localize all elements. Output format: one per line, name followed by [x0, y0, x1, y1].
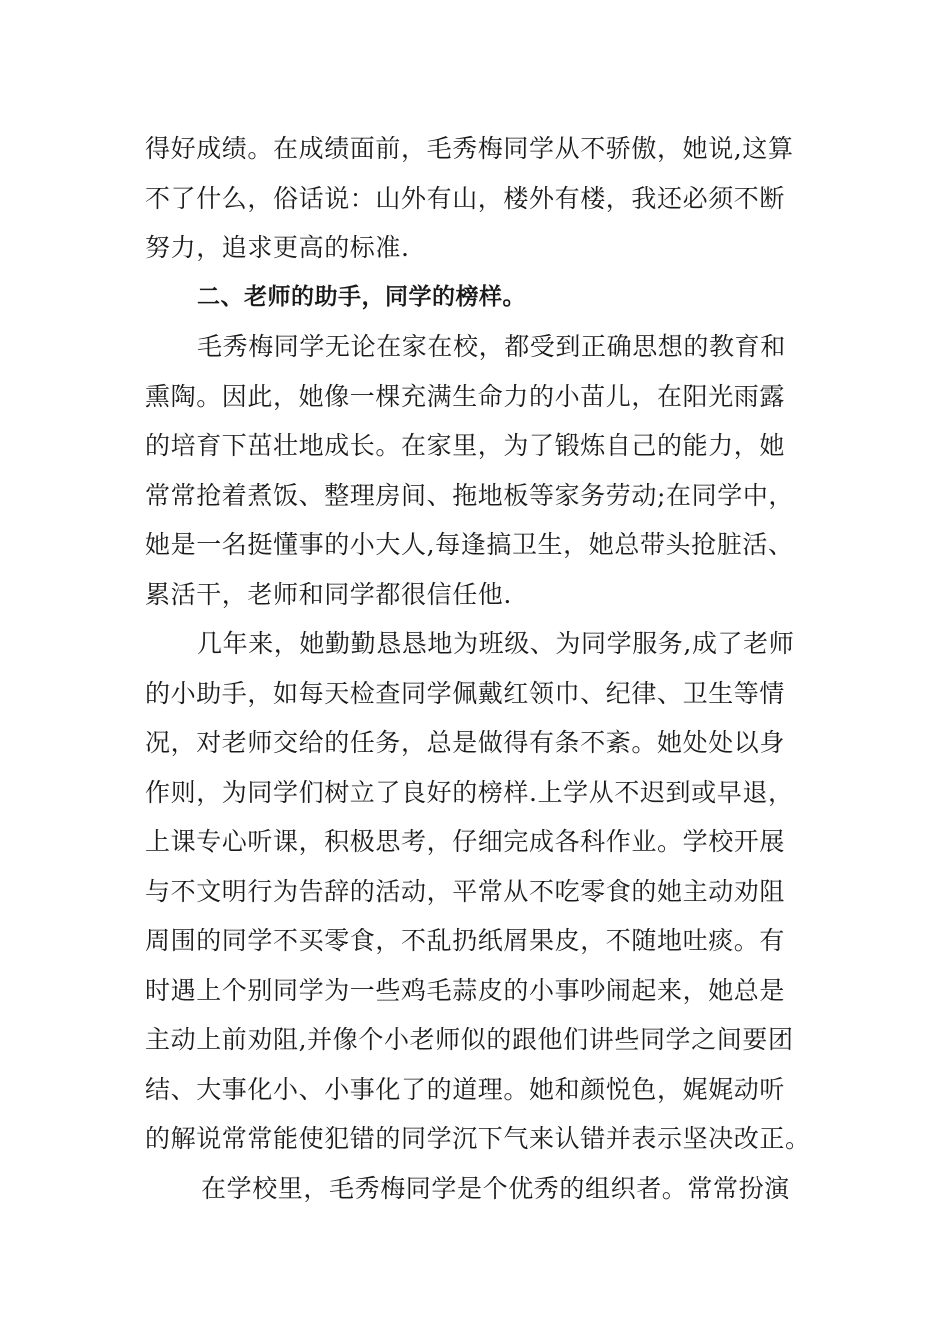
paragraph-line: 得好成绩。在成绩面前，毛秀梅同学从不骄傲，她说,这算: [145, 134, 794, 163]
paragraph-line: 的小助手，如每天检查同学佩戴红领巾、纪律、卫生等情: [145, 678, 786, 708]
paragraph-line: 在学校里，毛秀梅同学是个优秀的组织者。常常扮演: [201, 1173, 790, 1203]
paragraph-line: 况，对老师交给的任务，总是做得有条不紊。她处处以身: [145, 728, 786, 757]
paragraph-line: 的培育下茁壮地成长。在家里，为了锻炼自己的能力，她: [145, 431, 786, 460]
paragraph-2: [145, 322, 810, 619]
paragraph-line: 作则，为同学们树立了良好的榜样.上学从不迟到或早退，: [145, 777, 794, 807]
paragraph-line: 努力，追求更高的标准.: [145, 233, 410, 262]
paragraph-line: 几年来，她勤勤恳恳地为班级、为同学服务,成了老师: [197, 629, 795, 658]
document-body: [145, 124, 810, 1213]
paragraph-3: [145, 619, 810, 1164]
paragraph-line: 上课专心听课，积极思考，仔细完成各科作业。学校开展: [145, 827, 786, 856]
paragraph-line: 主动上前劝阻,并像个小老师似的跟他们讲些同学之间要团: [145, 1025, 794, 1054]
paragraph-line: 时遇上个别同学为一些鸡毛蒜皮的小事吵闹起来，她总是: [145, 975, 786, 1005]
paragraph-line: 常常抢着煮饭、整理房间、拖地板等家务劳动;在同学中，: [145, 480, 795, 510]
paragraph-line: 的解说常常能使犯错的同学沉下气来认错并表示坚决改正。: [145, 1124, 811, 1153]
paragraph-line: 熏陶。因此，她像一棵充满生命力的小苗儿，在阳光雨露: [145, 381, 786, 411]
paragraph-4: [145, 1164, 810, 1214]
paragraph-line: 不了什么，俗话说：山外有山，楼外有楼，我还必须不断: [145, 183, 786, 213]
paragraph-line: 结、大事化小、小事化了的道理。她和颜悦色，娓娓动听: [145, 1074, 786, 1104]
paragraph-line: 周围的同学不买零食，不乱扔纸屑果皮，不随地吐痰。有: [145, 926, 786, 955]
section-heading: 二、老师的助手，同学的榜样。: [197, 283, 526, 310]
paragraph-1: [145, 124, 810, 273]
paragraph-line: 毛秀梅同学无论在家在校，都受到正确思想的教育和: [197, 332, 786, 361]
paragraph-line: 与不文明行为告辞的活动，平常从不吃零食的她主动劝阻: [145, 876, 786, 906]
paragraph-line: 累活干，老师和同学都很信任他.: [145, 579, 512, 609]
paragraph-line: 她是一名挺懂事的小大人,每逢搞卫生，她总带头抢脏活、: [145, 530, 794, 559]
